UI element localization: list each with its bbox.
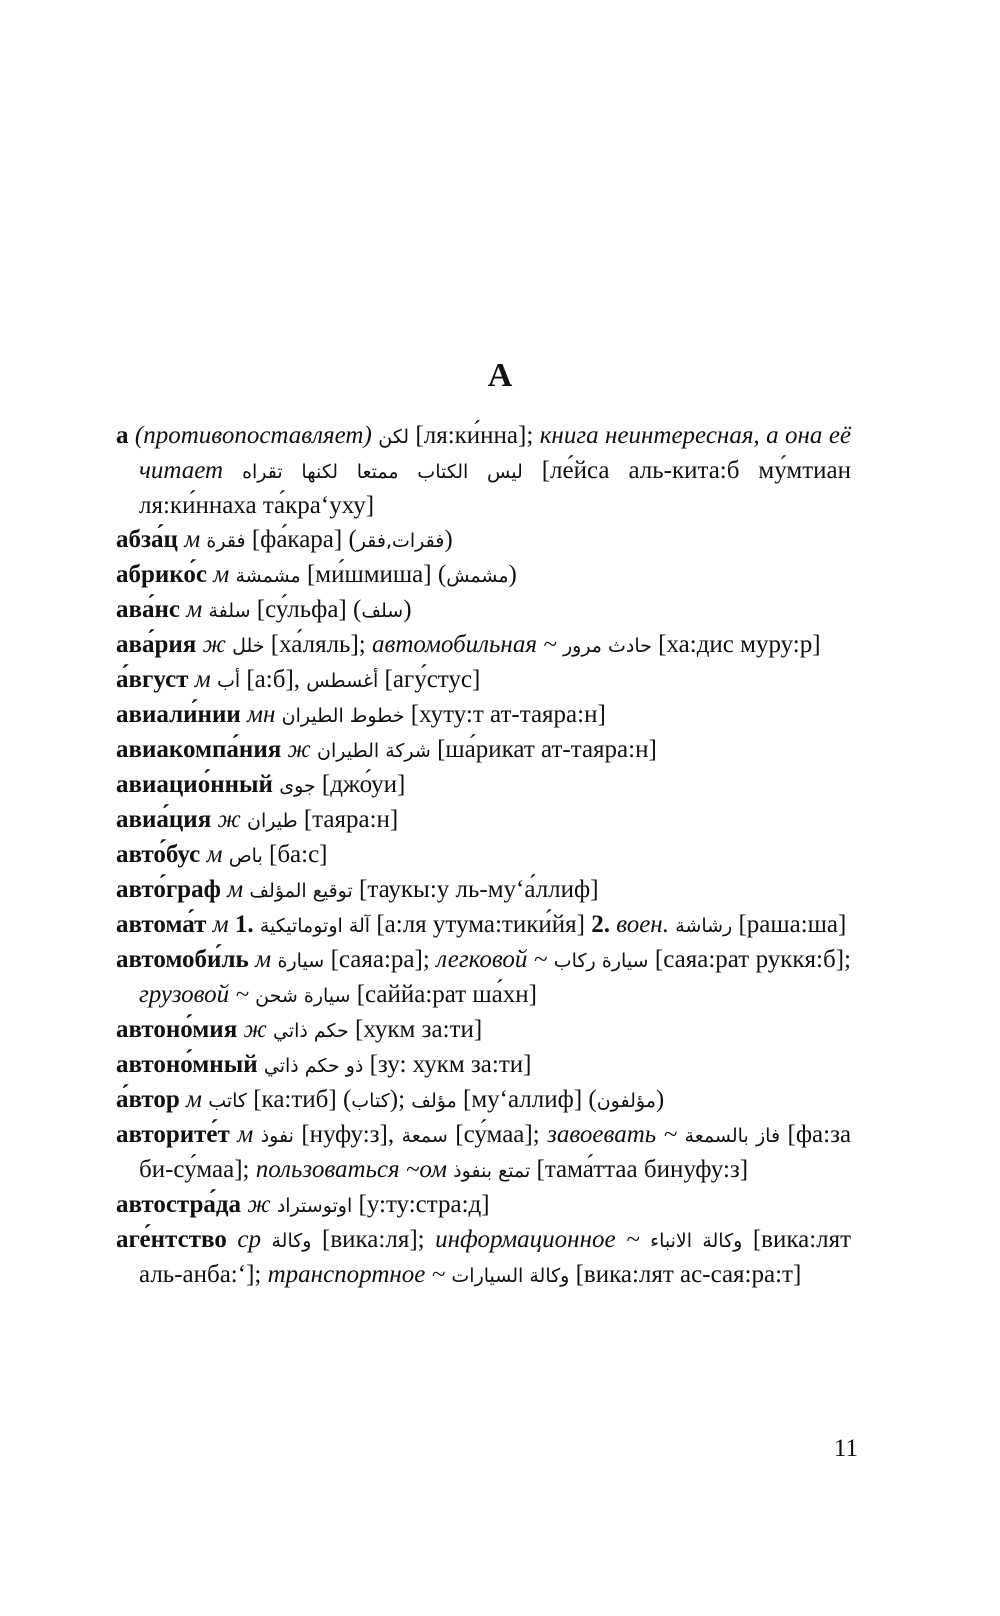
dictionary-entry [116,838,851,873]
entry-transcription: [вика:ля]; [322,1226,425,1253]
entry-text: ( [353,596,362,623]
entry-arabic: نفوذ [260,1125,294,1147]
page-number: 11 [833,1435,858,1462]
entry-transcription: [вика:лят ас-сая:ра:т] [575,1261,802,1288]
entry-arabic: أب [216,670,241,692]
entry-transcription: [фа́кара] [251,526,343,553]
entry-transcription: [ха:дис муру:р] [658,631,821,658]
entry-grammar-note: транспортное ~ [267,1261,446,1288]
entry-transcription: [ка:тиб] [253,1086,337,1113]
entry-grammar-note: м [212,911,229,938]
entry-arabic: سيارة شحن [255,985,351,1007]
entry-grammar-note: ср [237,1226,261,1253]
entry-grammar-note: м [185,1086,202,1113]
entry-transcription: [ба:с] [269,841,328,868]
entry-arabic: باص [228,845,263,867]
dictionary-entry [116,1223,851,1293]
entry-grammar-note: ж [287,736,311,763]
entry-arabic: مؤلف [411,1090,457,1112]
entry-arabic: وكالة الانباء [650,1230,743,1252]
dictionary-entries [116,419,851,1293]
entry-headword: авиали́нии [116,701,241,728]
entry-arabic: مشمشة [235,565,301,587]
dictionary-entry [116,908,851,943]
entry-headword: авиа́ция [116,806,212,833]
entry-transcription: [му‘аллиф] [463,1086,583,1113]
entry-transcription: [у:ту:стра:д] [358,1191,490,1218]
entry-arabic: رشاشة [675,915,733,937]
entry-arabic: فقرات,فقر [356,530,445,552]
entry-arabic: تمتع بنفوذ [453,1160,531,1182]
entry-grammar-note: м [194,666,211,693]
dictionary-entry [116,733,851,768]
entry-transcription: [ля:ки́нна]; [415,422,534,449]
entry-arabic: مشمش [446,565,509,587]
entry-transcription: [саййа:рат ша́хн] [356,981,537,1008]
entry-text: ( [588,1086,597,1113]
dictionary-entry [116,768,851,803]
entry-transcription: [ле́йса аль-кита:б му́мтиан ля:ки́ннаха та́кра‘уху] [139,457,852,519]
entry-arabic: سلف [361,600,404,622]
entry-sense-number: 1. [234,911,254,938]
entry-arabic: سيارة [277,950,325,972]
entry-headword: автомоби́ль [116,946,249,973]
entry-grammar-note: пользоваться ~ом [255,1156,447,1183]
entry-grammar-note: ж [243,1016,267,1043]
dictionary-entry [116,1083,851,1118]
entry-grammar-note: (противопоставляет) [134,422,372,449]
entry-arabic: مؤلفون [596,1090,656,1112]
entry-headword: ава́рия [116,631,197,658]
dictionary-entry [116,419,851,523]
entry-arabic: فقرة [206,530,246,552]
entry-headword: авто́бус [116,841,201,868]
entry-text: ( [437,561,447,588]
entry-transcription: [джо́уи] [321,771,406,798]
entry-headword: а [116,422,129,449]
entry-transcription: [фа:за би-су́маа]; [139,1121,852,1183]
entry-headword: абза́ц [116,526,178,553]
entry-text: ) [403,596,412,623]
entry-arabic: طيران [247,810,298,832]
entry-transcription: [таукы:у ль-му‘а́ллиф] [359,876,599,903]
entry-transcription: [саяа:ра]; [330,946,430,973]
entry-arabic: كتاب [351,1090,390,1112]
entry-text: ) [655,1086,665,1113]
entry-grammar-note: книга неинтересная, а она её читает [139,422,852,484]
entry-arabic: وكالة السيارات [451,1265,570,1287]
entry-headword: а́втор [116,1086,180,1113]
entry-transcription: [ша́рикат ат-таяра:н] [437,736,657,763]
entry-arabic: كاتب [208,1090,247,1112]
entry-transcription: [ми́шмиша] [306,561,432,588]
entry-arabic: حادث مرور [562,635,652,657]
dictionary-entry [116,663,851,698]
entry-sense-number: 2. [591,911,610,938]
entry-arabic: فاز بالسمعة [684,1125,781,1147]
entry-grammar-note: информационное ~ [435,1226,640,1253]
entry-grammar-note: мн [247,701,276,728]
entry-transcription: [хукм за:ти] [355,1016,483,1043]
section-letter-heading: А [487,357,513,394]
entry-grammar-note: м [237,1121,254,1148]
entry-grammar-note: м [213,561,230,588]
entry-arabic: ذو حكم ذاتي [263,1055,364,1077]
entry-grammar-note: легковой ~ [436,946,548,973]
entry-headword: авто́граф [116,876,221,903]
entry-transcription: [саяа:рат руккя:б]; [654,946,851,973]
entry-transcription: [вика:лят аль-анба:‘]; [139,1226,852,1288]
entry-arabic: سلفة [208,600,251,622]
entry-arabic: وكالة [271,1230,312,1252]
dictionary-entry [116,628,851,663]
entry-arabic: خطوط الطيران [281,705,405,727]
entry-grammar-note: м [227,876,244,903]
entry-arabic: أغسطس [306,670,379,692]
entry-headword: автоно́мный [116,1051,258,1078]
entry-transcription: [ха́ляль]; [270,631,366,658]
entry-arabic: آلة اوتوماتيكية [259,915,371,937]
entry-transcription: [а:б], [246,666,301,693]
entry-grammar-note: м [186,596,203,623]
entry-grammar-note: м [184,526,201,553]
entry-grammar-note: завоевать ~ [547,1121,678,1148]
entry-headword: автостра́да [116,1191,242,1218]
entry-transcription: [раша:ша] [738,911,847,938]
entry-arabic: سمعة [401,1125,448,1147]
entry-arabic: جوى [279,775,316,797]
entry-arabic: ليس الكتاب ممتعا لكنها تقراه [242,461,523,483]
entry-arabic: لكن [378,426,409,448]
entry-headword: а́вгуст [116,666,189,693]
entry-arabic: اوتوستراد [276,1195,353,1217]
entry-text: ( [342,1086,352,1113]
dictionary-entry [116,1048,851,1083]
entry-headword: абрико́с [116,561,207,588]
entry-grammar-note: воен. [616,911,669,938]
entry-headword: авиацио́нный [116,771,273,798]
entry-grammar-note: грузовой ~ [139,981,249,1008]
dictionary-entry [116,1118,851,1188]
entry-grammar-note: м [206,841,223,868]
dictionary-entry [116,558,851,593]
entry-text: ) [508,561,517,588]
entry-transcription: [а:ля утума:тики́йя] [376,911,585,938]
entry-arabic: شركة الطيران [317,740,431,762]
dictionary-entry [116,523,851,558]
entry-grammar-note: ж [202,631,226,658]
entry-grammar-note: ж [217,806,241,833]
entry-headword: ава́нс [116,596,181,623]
entry-arabic: توقيع المؤلف [249,880,353,902]
entry-grammar-note: автомобильная ~ [371,631,557,658]
entry-arabic: سيارة ركاب [553,950,649,972]
entry-grammar-note: ж [247,1191,271,1218]
entry-transcription: [тама́ттаа бинуфу:з] [536,1156,749,1183]
entry-grammar-note: м [255,946,272,973]
entry-headword: автоно́мия [116,1016,238,1043]
dictionary-entry [116,803,851,838]
entry-transcription: [су́льфа] [256,596,347,623]
entry-headword: автома́т [116,911,207,938]
entry-transcription: [су́маа]; [455,1121,540,1148]
dictionary-entry [116,873,851,908]
entry-transcription: [хуту:т ат-таяра:н] [410,701,606,728]
entry-transcription: [таяра:н] [303,806,399,833]
dictionary-entry [116,593,851,628]
entry-arabic: خلل [232,635,265,657]
dictionary-entry [116,698,851,733]
entry-text: ( [348,526,357,553]
entry-transcription: [агу́стус] [384,666,481,693]
dictionary-entry [116,943,851,1013]
entry-headword: авиакомпа́ния [116,736,282,763]
entry-transcription: [нуфу:з], [301,1121,395,1148]
dictionary-entry [116,1188,851,1223]
entry-headword: авторите́т [116,1121,230,1148]
entry-text: ) [444,526,453,553]
dictionary-entry [116,1013,851,1048]
entry-arabic: حكم ذاتي [272,1020,349,1042]
entry-headword: аге́нтство [116,1226,227,1253]
entry-text: ); [389,1086,406,1113]
entry-transcription: [зу: хукм за:ти] [369,1051,532,1078]
